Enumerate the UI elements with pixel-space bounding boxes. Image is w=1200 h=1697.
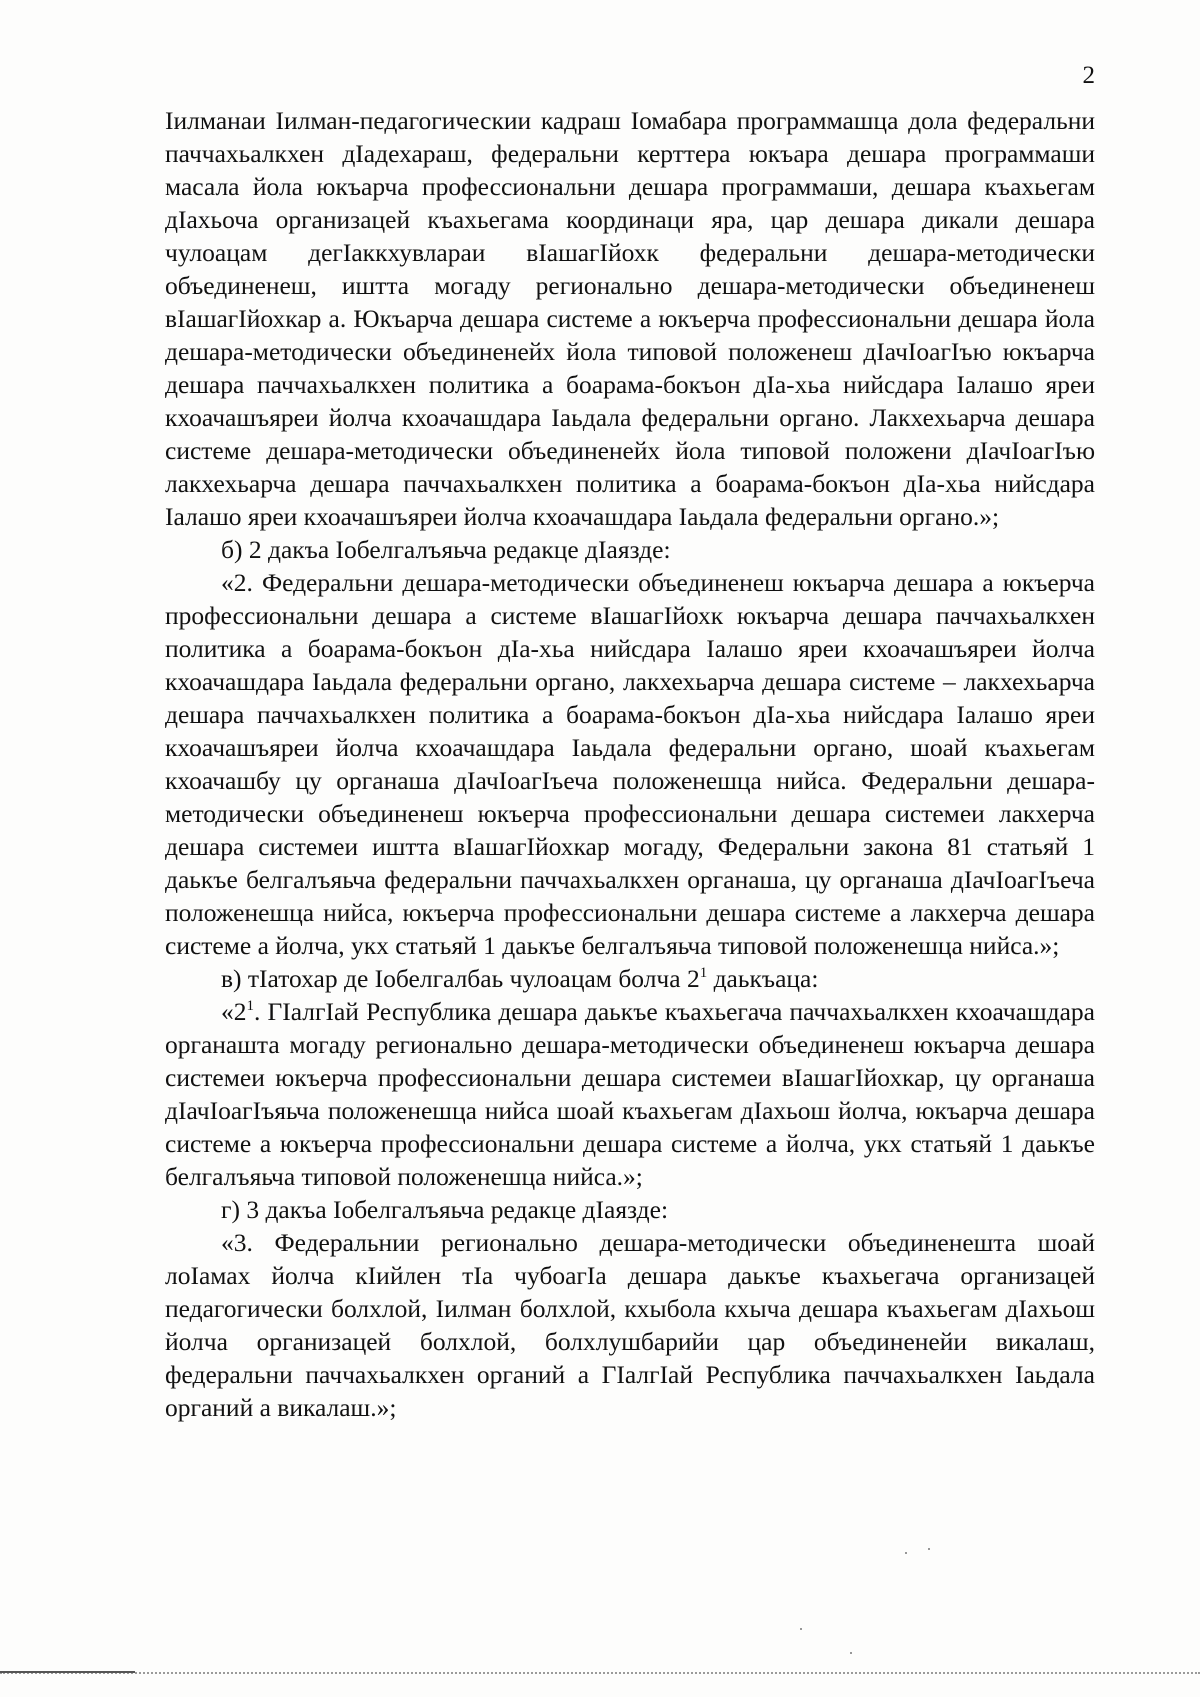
paragraph-quote-2: «2. Федеральни дешара-методически объединенеш юкъарча дешара а юкъерча профессиональни дешара а системе вIашагIйохк юкъарча дешара паччахьалкхен политика а боарама-бокъон дIа-хьа нийсдара Iалашо яреи кхоачашъяреи йолча кхоачашдара Iаьдала федеральни органо, лакхехьарча дешара системе – лакхехьарча дешара паччахьалкхен политика а боарама-бокъон дIа-хьа нийсдара Iалашо яреи кхоачашъяреи йолча кхоачашдара Iаьдала федеральни органо, шоай къахьегам кхоачашбу цу органаша дIачIоагIъеча положенешца нийса. Федеральни дешара-методически объединенеш юкъерча профессиональни дешара системеи лакхерча дешара системеи иштта вIашагIйохкар могаду, Федеральни закона 81 статьяй 1 даькъе белгалъяьча федеральни паччахьалкхен органаша, цу органаша дIачIоагIъеча положенешца нийса, юкъерча профессиональни дешара системе а лакхерча дешара системе а йолча, укх статьяй 1 даькъе белгалъяьча типовой положенешца нийса.»; [165,568,1095,960]
scan-speck [928,1548,930,1550]
scan-speck [850,1652,852,1654]
paragraph-item-v [165,962,1095,995]
document-body [165,104,1095,1424]
paragraph-quote-2-1-lead: «2 [221,997,247,1026]
paragraph-quote-2-1-text: . ГIалгIай Республика дешара даькъе къахьегача паччахьалкхен кхоачашдара органашта могаду регионально дешара-методически объединенеш юкъарча дешара системеи юкъерча профессиональни дешара системеи вIашагIйохкар, цу органаша дIачIоагIъяьча положенешца нийса шоай къахьегам дIахьош йолча, юкъарча дешара системе а юкъерча профессиональни дешара системе а йолча, укх статьяй 1 даькъе белгалъяьча типовой положенешца нийса.»; [165,997,1095,1191]
superscript-mark: 1 [699,965,708,981]
paragraph-item-v-text: в) тIатохар де Iобелгалбаь чулоацам болча 2 [221,964,700,993]
page-number: 2 [1082,62,1095,89]
paragraph-quote-3: «3. Федеральнии регионально дешара-методически объединенешта шоай лоIамах йолча кIийлен тIа чубоагIа дешара даькъе къахьегача организацей педагогически болхлой, Iилман болхлой, кхыбола кхыча дешара къахьегам дIахьош йолча организацей болхлой, болхлушбарийи цар объединенейи викалаш, федеральни паччахьалкхен органий а ГIалгIай Республика паччахьалкхен Iаьдала органий а викалаш.»; [165,1228,1095,1422]
scan-speck [800,1628,802,1630]
paragraph-continuation: Iилманаи Iилман-педагогическии кадраш Iомабара программашца дола федеральни паччахьалкхен дIадехараш, федеральни керттера юкъара дешара программаши масала йола юкъарча профессиональни дешара программаши, дешара къахьегам дIахьоча организацей къахьегама координаци яра, цар дешара дикали дешара чулоацам дегIаккхувлараи вIашагIйохк федеральни дешара-методически объединенеш, иштта могаду регионально дешара-методически объединенеш вIашагIйохкар а. Юкъарча дешара системе а юкъерча профессиональни дешара йола дешара-методически объединенейх йола типовой положенеш дIачIоагIъю юкъарча дешара паччахьалкхен политика а боарама-бокъон дIа-хьа нийсдара Iалашо яреи кхоачашъяреи йолча кхоачашдара Iаьдала федеральни органо. Лакхехьарча дешара системе дешара-методически объединенейх йола типовой положени дIачIоагIъю лакхехьарча дешара паччахьалкхен политика а боарама-бокъон дIа-хьа нийсдара Iалашо яреи кхоачашъяреи йолча кхоачашдара Iаьдала федеральни органо.»; [165,106,1095,531]
paragraph-quote-2-1 [165,995,1095,1193]
paragraph-item-v-tail: даькъаца: [707,964,819,993]
scan-edge-line-solid [0,1671,135,1673]
scan-speck [905,1552,907,1554]
paragraph-item-b: б) 2 дакъа Iобелгалъяьча редакце дIаязде: [221,535,671,564]
paragraph-item-g: г) 3 дакъа Iобелгалъяьча редакце дIаязде: [221,1195,669,1224]
superscript-mark: 1 [246,998,254,1014]
scan-edge-line [0,1672,1200,1674]
